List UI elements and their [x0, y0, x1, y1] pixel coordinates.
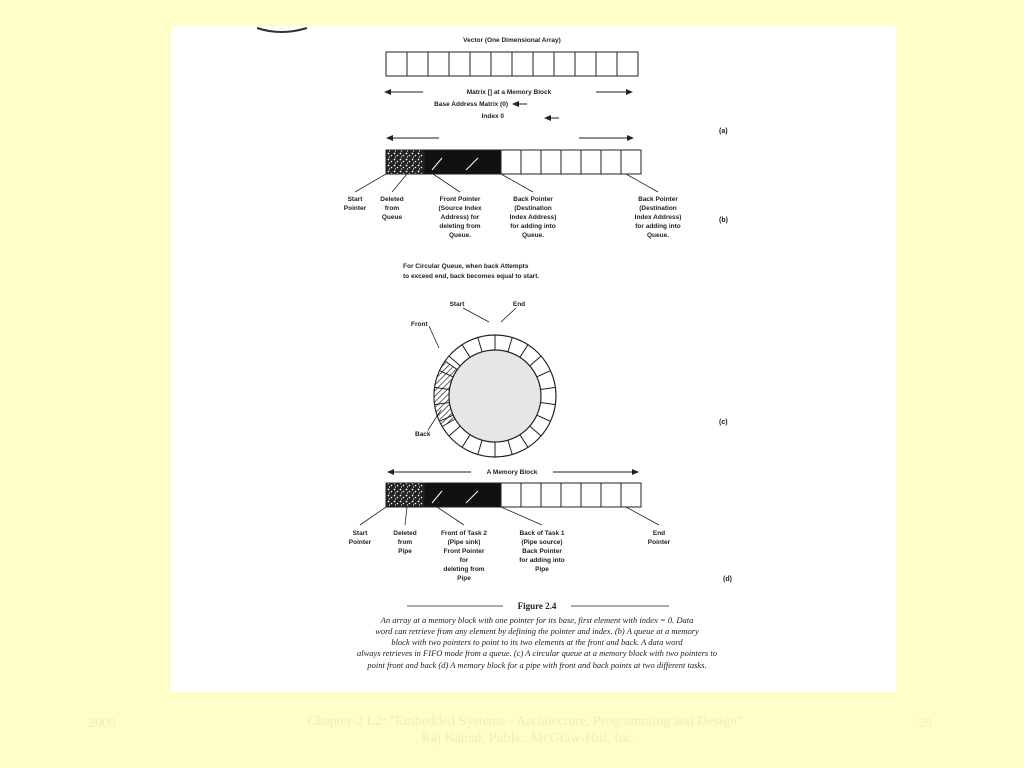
array-cell: [512, 52, 533, 76]
part-d-title: A Memory Block: [486, 469, 538, 476]
array-cell: [533, 52, 554, 76]
part-a-index-label: Index 0: [481, 113, 504, 120]
caption-line-5: point front and back (d) A memory block for a pipe with front and back points at two different tasks.: [367, 660, 707, 670]
diagram-label-line: End: [652, 530, 666, 537]
pipe-leader-lines: [360, 507, 659, 525]
diagram-label-line: for adding into: [510, 223, 556, 230]
empty-cell: [541, 483, 561, 507]
ring-inner: [449, 350, 541, 442]
diagram-label-line: for adding into: [519, 557, 565, 564]
part-a-title: Vector (One Dimensional Array): [463, 37, 561, 44]
label-leader: [392, 174, 407, 192]
ring-front-leader: [429, 326, 439, 348]
queue-leader-lines: [355, 174, 658, 192]
part-a-tag: (a): [719, 128, 728, 135]
diagram-label-line: for adding into: [635, 223, 681, 230]
ring-start-label: Start: [449, 301, 465, 308]
footer-title: [200, 713, 850, 747]
diagram-label-line: Deleted: [380, 196, 404, 203]
diagram-label-line: Front of Task 2: [440, 530, 488, 537]
empty-cell: [601, 150, 621, 174]
array-cell: [386, 52, 407, 76]
ring-end-label: End: [512, 301, 526, 308]
circular-note-line-2: to exceed end, back becomes equal to start.: [403, 273, 540, 280]
array-cell: [491, 52, 512, 76]
pipe-labels: [349, 530, 671, 582]
footer-year: 2006: [88, 716, 116, 731]
diagram-label-line: Pipe: [398, 548, 412, 555]
diagram-label-line: (Pipe source): [521, 539, 563, 546]
caption-line-4: always retrieves in FIFO mode from a queue. (c) A circular queue at a memory block with two pointers to: [357, 648, 717, 658]
label-leader: [501, 507, 542, 525]
queue-labels: [344, 196, 682, 239]
label-leader: [626, 507, 659, 525]
diagram-label-line: Start: [347, 196, 363, 203]
occupied-region: [424, 483, 501, 507]
footer-title-line-2: , Raj Kamal, Publs.: McGraw-Hill, Inc.: [414, 731, 636, 746]
diagram-label-line: Deleted: [393, 530, 417, 537]
diagram-label-line: Pipe: [457, 575, 471, 582]
diagram-label-line: (Source Index: [438, 205, 482, 212]
diagram-label-line: Pointer: [343, 205, 367, 212]
part-a-span-label: Matrix [] at a Memory Block: [466, 89, 552, 96]
empty-cell: [521, 483, 541, 507]
label-leader: [405, 507, 407, 525]
part-c-tag: (c): [719, 419, 728, 426]
empty-cell: [581, 150, 601, 174]
diagram-label-line: Back Pointer: [513, 196, 553, 203]
ring-start-leader: [463, 308, 489, 322]
figure-panel: [171, 26, 896, 692]
label-leader: [437, 507, 464, 525]
figure-diagram: [171, 26, 896, 692]
diagram-label-line: Pipe: [535, 566, 549, 573]
diagram-label-line: Start: [352, 530, 368, 537]
diagram-label-line: for: [459, 557, 469, 564]
empty-cell: [561, 150, 581, 174]
array-cell: [407, 52, 428, 76]
corner-arc: [257, 28, 307, 32]
empty-cell: [621, 150, 641, 174]
diagram-label-line: Front Pointer: [439, 196, 481, 203]
array-cell: [575, 52, 596, 76]
diagram-label-line: Queue: [381, 214, 403, 221]
footer-page-number: 26: [918, 716, 932, 731]
array-cell: [617, 52, 638, 76]
diagram-label-line: (Destination: [514, 205, 552, 212]
diagram-label-line: Address) for: [440, 214, 480, 221]
empty-cell: [601, 483, 621, 507]
empty-cell: [521, 150, 541, 174]
caption-line-2: word can retrieve from any element by defining the pointer and index. (b) A queue at a memory: [375, 626, 699, 636]
diagram-label-line: (Destination: [639, 205, 677, 212]
label-leader: [355, 174, 386, 192]
figure-title: Figure 2.4: [517, 601, 557, 611]
label-leader: [360, 507, 386, 525]
diagram-label-line: Pointer: [348, 539, 372, 546]
diagram-label-line: Back of Task 1: [519, 530, 565, 537]
diagram-label-line: Index Address): [634, 214, 682, 221]
empty-cell: [621, 483, 641, 507]
empty-cell: [501, 150, 521, 174]
diagram-label-line: (Pipe sink): [447, 539, 481, 546]
diagram-label-line: Queue.: [646, 232, 670, 239]
array-cell: [596, 52, 617, 76]
part-a-array: [386, 52, 638, 76]
diagram-label-line: Index Address): [509, 214, 557, 221]
diagram-label-line: from: [384, 205, 400, 212]
label-leader: [501, 174, 533, 192]
empty-cell: [581, 483, 601, 507]
diagram-label-line: Queue.: [448, 232, 472, 239]
array-cell: [554, 52, 575, 76]
label-leader: [626, 174, 658, 192]
array-cell: [449, 52, 470, 76]
part-d-tag: (d): [723, 576, 732, 583]
label-leader: [433, 174, 460, 192]
diagram-label-line: deleting from: [439, 223, 481, 230]
caption-line-3: block with two pointers to point to its two elements at the front and back. A data word: [391, 637, 683, 647]
empty-cell: [561, 483, 581, 507]
part-a-base-label: Base Address Matrix (0): [434, 101, 508, 108]
array-cell: [428, 52, 449, 76]
occupied-region: [424, 150, 501, 174]
caption-line-1: An array at a memory block with one pointer for its base, first element with index = 0. Data: [380, 615, 694, 625]
deleted-region: [386, 483, 424, 507]
diagram-label-line: from: [397, 539, 413, 546]
ring-back-label: Back: [415, 431, 431, 438]
queue-array: [386, 150, 641, 174]
empty-cell: [541, 150, 561, 174]
deleted-region: [386, 150, 424, 174]
ring-end-leader: [501, 308, 516, 322]
circular-queue-ring: [434, 335, 556, 457]
empty-cell: [501, 483, 521, 507]
diagram-label-line: Front Pointer: [443, 548, 485, 555]
diagram-label-line: Pointer: [647, 539, 671, 546]
diagram-label-line: Queue.: [521, 232, 545, 239]
diagram-label-line: Back Pointer: [638, 196, 678, 203]
array-cell: [470, 52, 491, 76]
diagram-label-line: deleting from: [443, 566, 485, 573]
footer-title-line-1: Chapter-2 L2: "Embedded Systems - Architecture, Programming and Design": [307, 714, 743, 729]
ring-front-label: Front: [411, 321, 428, 328]
part-b-tag: (b): [719, 217, 728, 224]
circular-note-line-1: For Circular Queue, when back Attempts: [403, 263, 529, 270]
pipe-array: [386, 483, 641, 507]
diagram-label-line: Back Pointer: [522, 548, 562, 555]
